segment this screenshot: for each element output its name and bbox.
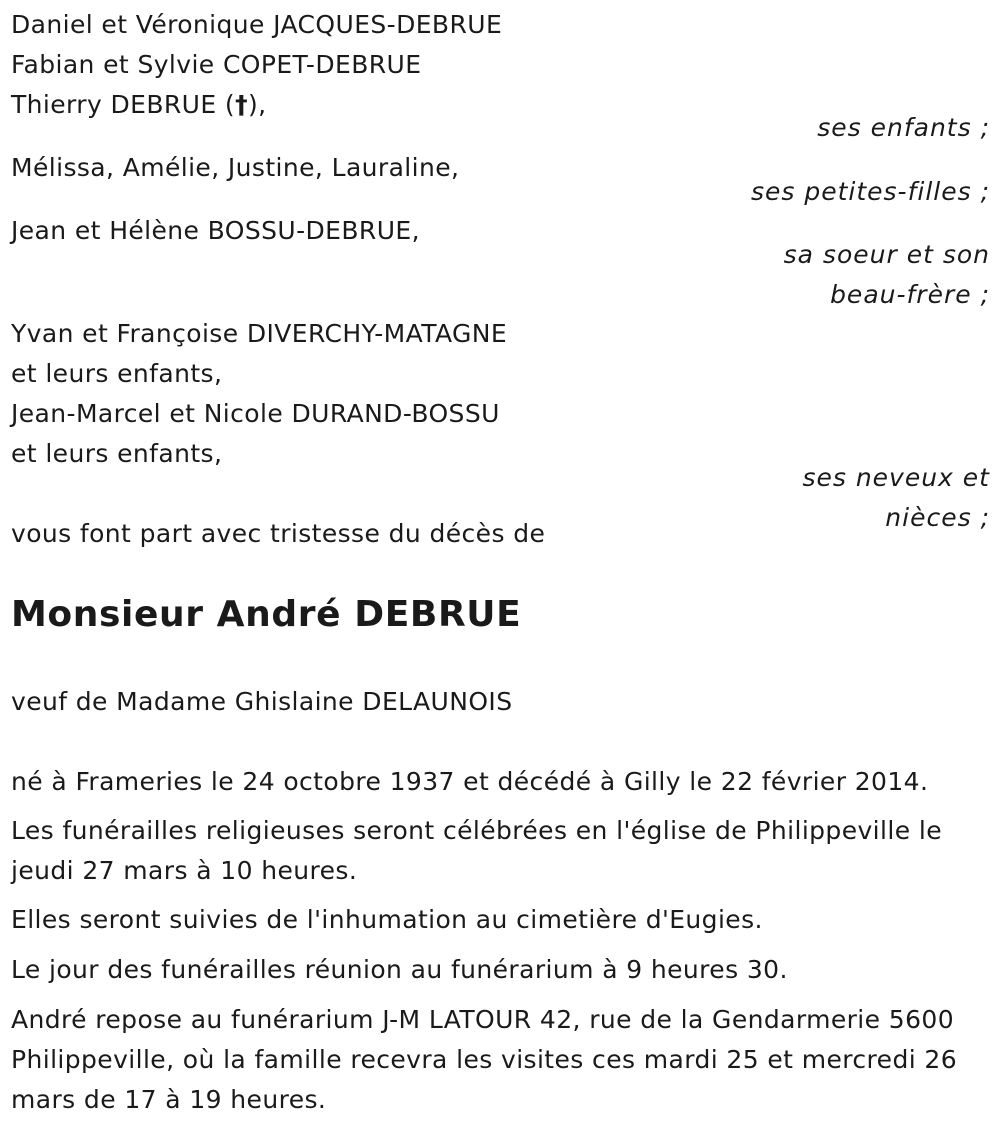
child-line-3 [11,85,267,125]
announcement-text: vous font part avec tristesse du décès de [11,519,546,548]
granddaughters-names: Mélissa, Amélie, Justine, Lauraline, [11,153,460,182]
child-line-3-suffix: ), [247,90,267,119]
cross-symbol: † [235,90,248,119]
child-line-1: Daniel et Véronique JACQUES-DEBRUE [11,10,503,39]
rest-text-2: Philippeville, où la famille recevra les visites ces mardi 25 et mercredi 26 [11,1045,958,1074]
reunion-text: Le jour des funérailles réunion au funérarium à 9 heures 30. [11,955,788,984]
child-line-3-prefix: Thierry DEBRUE ( [11,90,236,119]
burial-text: Elles seront suivies de l'inhumation au cimetière d'Eugies. [11,905,763,934]
nephews-line-4: et leurs enfants, [11,439,223,468]
children-relation: ses enfants ; [817,113,990,142]
nephews-line-3: Jean-Marcel et Nicole DURAND-BOSSU [11,399,500,428]
nephews-line-2: et leurs enfants, [11,359,223,388]
widower-text: veuf de Madame Ghislaine DELAUNOIS [11,687,513,716]
rest-text-3: mars de 17 à 19 heures. [11,1085,327,1114]
funeral-text-1: Les funérailles religieuses seront célébrées en l'église de Philippeville le [11,816,942,845]
nephews-relation-2: nièces ; [885,503,990,532]
nephews-relation-1: ses neveux et [802,463,990,492]
granddaughters-relation: ses petites-filles ; [750,177,990,206]
sister-relation-1: sa soeur et son [783,240,990,269]
sister-relation-2: beau-frère ; [830,280,990,309]
deceased-name: Monsieur André DEBRUE [11,594,522,635]
nephews-line-1: Yvan et Françoise DIVERCHY-MATAGNE [11,319,508,348]
funeral-text-2: jeudi 27 mars à 10 heures. [11,856,358,885]
child-line-2: Fabian et Sylvie COPET-DEBRUE [11,50,422,79]
rest-text-1: André repose au funérarium J-M LATOUR 42, rue de la Gendarmerie 5600 [11,1005,954,1034]
birth-death-text: né à Frameries le 24 octobre 1937 et décédé à Gilly le 22 février 2014. [11,767,929,796]
sister-names: Jean et Hélène BOSSU-DEBRUE, [11,216,420,245]
